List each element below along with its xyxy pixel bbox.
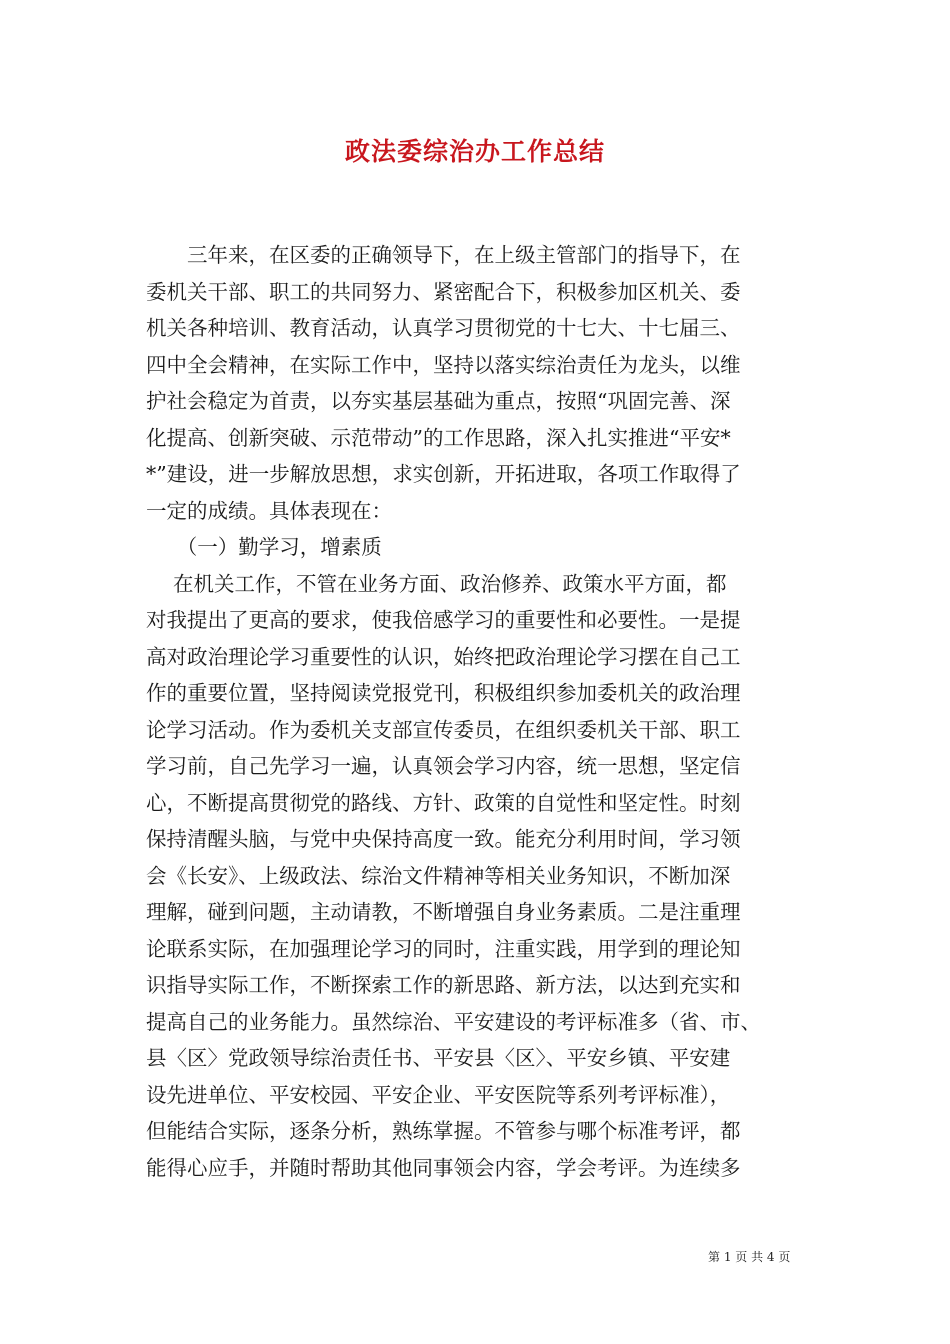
body-line: 化提高、创新突破、示范带动”的工作思路，深入扎实推进“平安*: [146, 425, 731, 450]
body-line: *”建设，进一步解放思想，求实创新，开拓进取，各项工作取得了: [146, 462, 741, 486]
body-line: 县〈区〉党政领导综治责任书、平安县〈区〉、平安乡镇、平安建: [146, 1046, 731, 1070]
document-body: [146, 237, 810, 1186]
body-line: 保持清醒头脑，与党中央保持高度一致。能充分利用时间，学习领: [146, 827, 741, 851]
body-line: 委机关干部、职工的共同努力、紧密配合下，积极参加区机关、委: [146, 279, 741, 304]
body-line: 会《长安》、上级政法、综治文件精神等相关业务知识，不断加深: [146, 863, 731, 888]
body-line: 论联系实际，在加强理论学习的同时，注重实践，用学到的理论知: [146, 936, 741, 961]
body-line: 设先进单位、平安校园、平安企业、平安医院等系列考评标准），: [146, 1082, 731, 1107]
body-line: 识指导实际工作，不断探索工作的新思路、新方法，以达到充实和: [146, 973, 741, 997]
body-line: 提高自己的业务能力。虽然综治、平安建设的考评标准多（省、市、: [146, 1009, 761, 1034]
body-line: 三年来，在区委的正确领导下，在上级主管部门的指导下，在: [146, 243, 741, 267]
body-line: 对我提出了更高的要求，使我倍感学习的重要性和必要性。一是提: [146, 608, 741, 632]
body-line: 高对政治理论学习重要性的认识，始终把政治理论学习摆在自己工: [146, 644, 741, 669]
page-number: 第 1 页 共 4 页: [708, 1250, 791, 1264]
body-line: 理解，碰到问题，主动请教，不断增强自身业务素质。二是注重理: [146, 900, 741, 924]
body-line: 一定的成绩。具体表现在：: [146, 498, 392, 523]
body-line: 论学习活动。作为委机关支部宣传委员，在组织委机关干部、职工: [146, 717, 741, 742]
body-line: 机关各种培训、教育活动，认真学习贯彻党的十七大、十七届三、: [146, 316, 741, 340]
body-line: 学习前，自己先学习一遍，认真领会学习内容，统一思想，坚定信: [146, 754, 741, 778]
document-title: 政法委综治办工作总结: [344, 137, 605, 166]
body-line: 但能结合实际，逐条分析，熟练掌握。不管参与哪个标准考评，都: [146, 1119, 741, 1143]
body-line: 心，不断提高贯彻党的路线、方针、政策的自觉性和坚定性。时刻: [146, 790, 741, 815]
section-heading: （一）勤学习，增素质: [146, 535, 382, 559]
body-line: 在机关工作，不管在业务方面、政治修养、政策水平方面，都: [146, 571, 727, 596]
body-line: 能得心应手，并随时帮助其他同事领会内容，学会考评。为连续多: [146, 1155, 741, 1180]
body-line: 四中全会精神，在实际工作中，坚持以落实综治责任为龙头，以维: [146, 352, 741, 377]
body-line: 护社会稳定为首责，以夯实基层基础为重点，按照“巩固完善、深: [146, 389, 731, 413]
body-line: 作的重要位置，坚持阅读党报党刊，积极组织参加委机关的政治理: [146, 681, 741, 705]
